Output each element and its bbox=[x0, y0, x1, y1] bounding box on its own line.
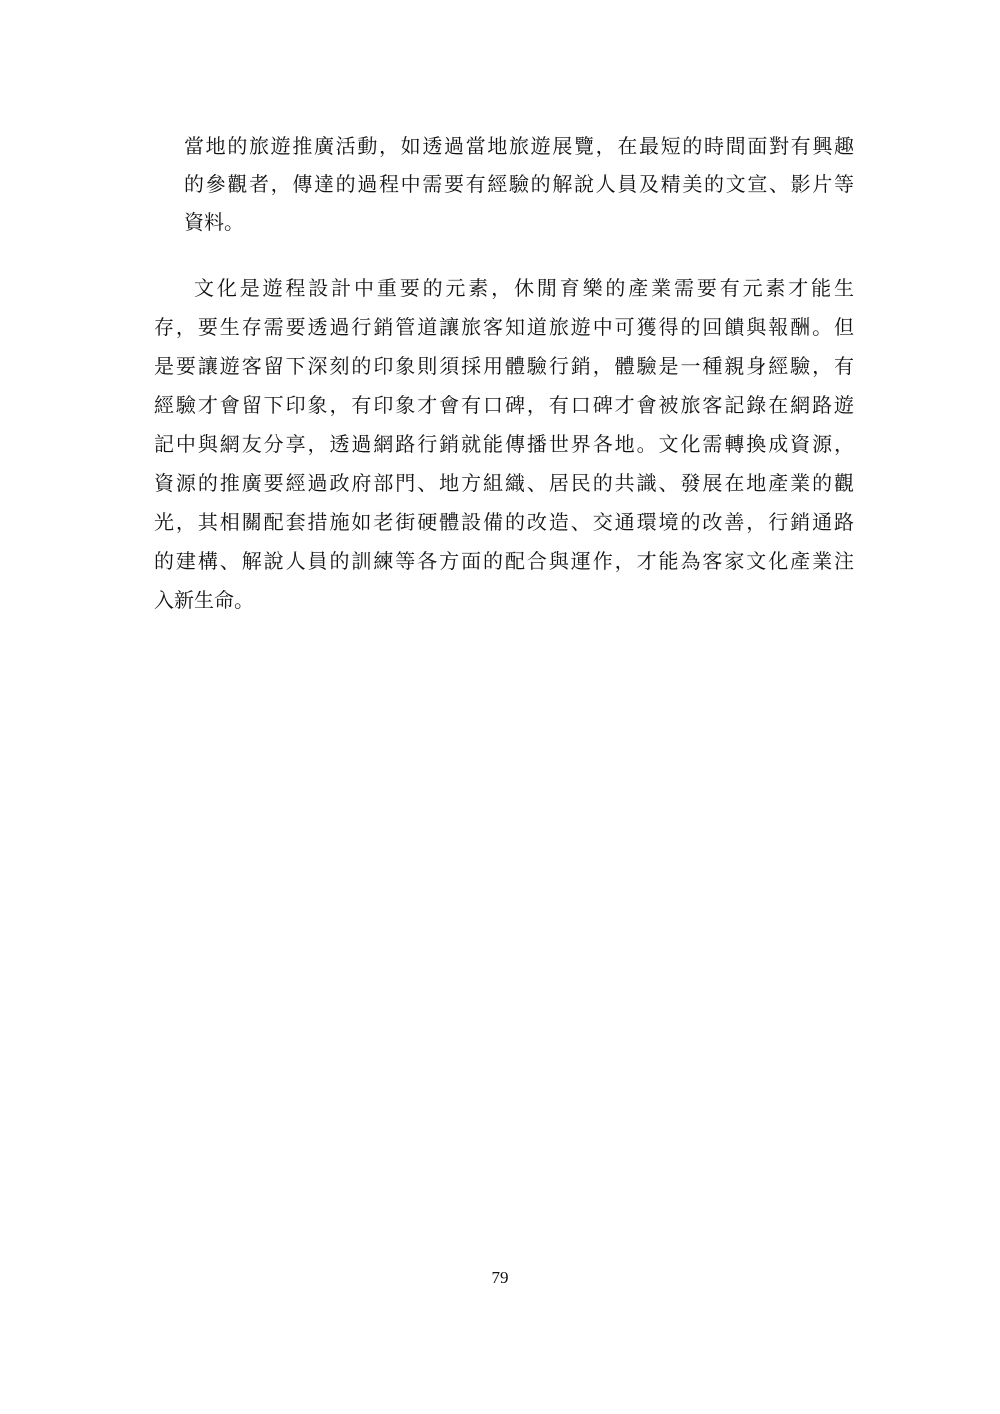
body-paragraph bbox=[154, 278, 854, 629]
paragraph-line: 經驗才會留下印象，有印象才會有口碑，有口碑才會被旅客記錄在網路遊 bbox=[154, 393, 854, 417]
paragraph-line: 入新生命。 bbox=[154, 588, 254, 612]
list-item-line: 的參觀者，傳達的過程中需要有經驗的解說人員及精美的文宣、影片等 bbox=[184, 172, 854, 196]
list-item-line: 資料。 bbox=[184, 210, 244, 234]
paragraph-line: 存，要生存需要透過行銷管道讓旅客知道旅遊中可獲得的回饋與報酬。但 bbox=[154, 315, 854, 339]
paragraph-line: 的建構、解說人員的訓練等各方面的配合與運作，才能為客家文化產業注 bbox=[154, 549, 854, 573]
paragraph-line: 光，其相關配套措施如老街硬體設備的改造、交通環境的改善，行銷通路 bbox=[154, 510, 854, 534]
paragraph-line: 資源的推廣要經過政府部門、地方組織、居民的共識、發展在地產業的觀 bbox=[154, 471, 854, 495]
paragraph-first-line: 文化是遊程設計中重要的元素，休閒育樂的產業需要有元素才能生 bbox=[194, 276, 854, 300]
paragraph-line: 是要讓遊客留下深刻的印象則須採用體驗行銷，體驗是一種親身經驗，有 bbox=[154, 354, 854, 378]
list-item-text bbox=[184, 136, 854, 250]
page-number: 79 bbox=[491, 1268, 509, 1287]
paragraph-line: 記中與網友分享，透過網路行銷就能傳播世界各地。文化需轉換成資源， bbox=[154, 432, 854, 456]
list-item-line: 當地的旅遊推廣活動，如透過當地旅遊展覽，在最短的時間面對有興趣 bbox=[184, 134, 854, 158]
